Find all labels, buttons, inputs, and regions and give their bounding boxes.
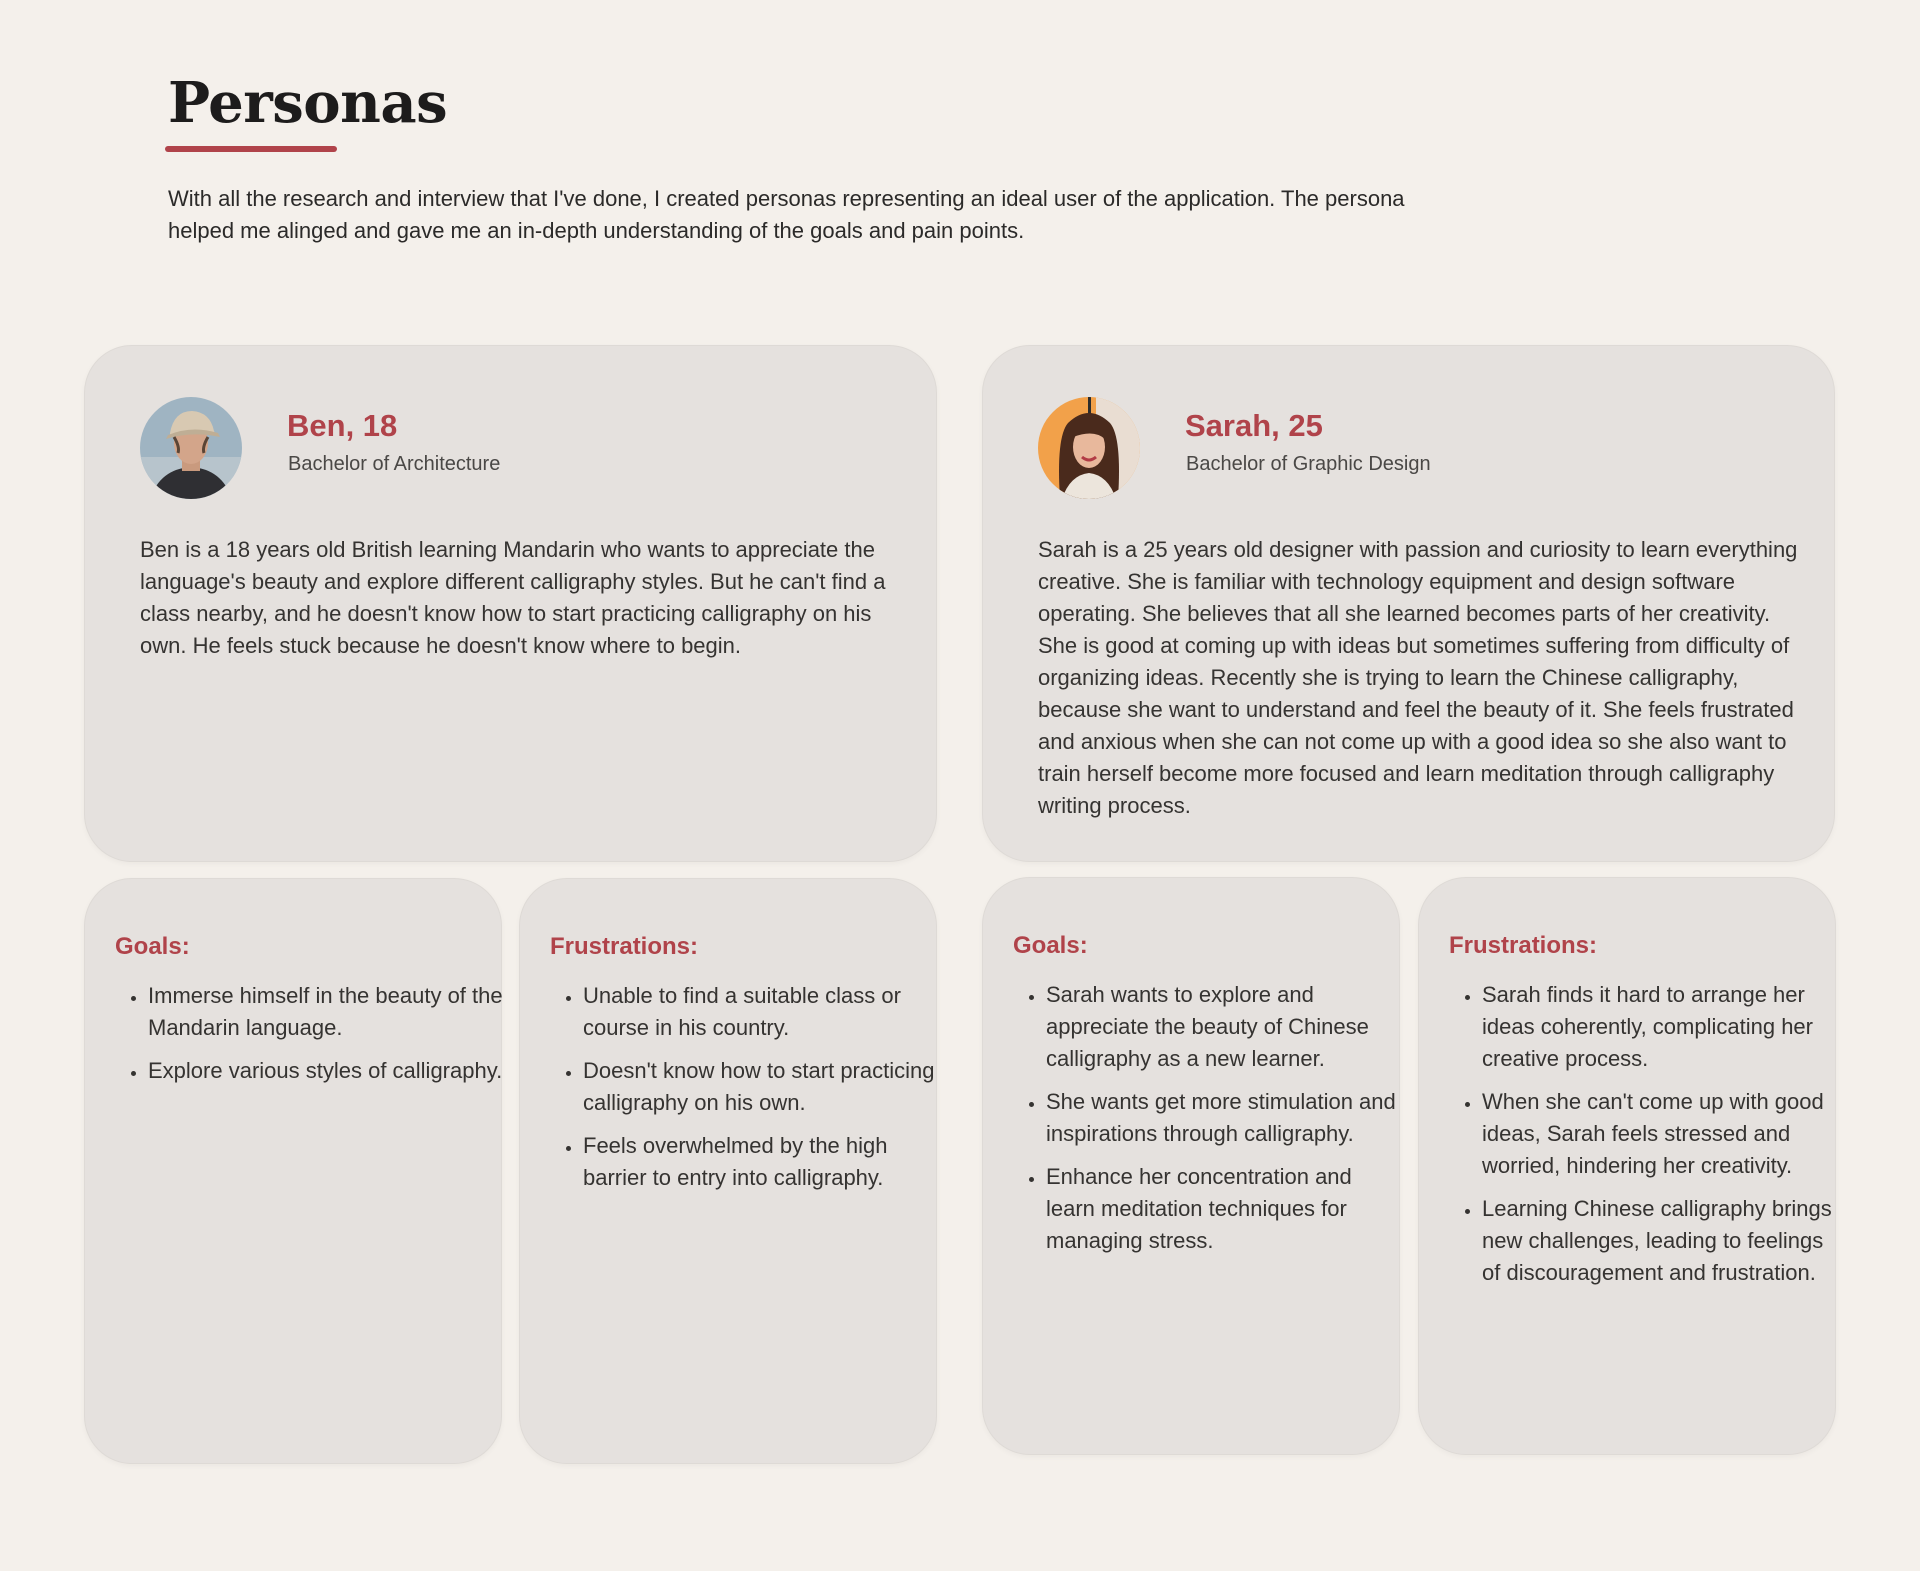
- list-item: • Sarah wants to explore and appreciate the beauty of Chinese calligraphy as a new learner.: [1046, 979, 1406, 1075]
- list-item: • Enhance her concentration and learn meditation techniques for managing stress.: [1046, 1161, 1406, 1257]
- list-item: • Immerse himself in the beauty of the Mandarin language.: [148, 980, 508, 1044]
- avatar-ben: [140, 397, 242, 499]
- persona-degree: Bachelor of Architecture: [288, 453, 501, 475]
- persona-degree: Bachelor of Graphic Design: [1186, 453, 1431, 475]
- persona-bio: Ben is a 18 years old British learning Mandarin who wants to appreciate the language's beauty and explore different calligraphy styles. But he can't find a class nearby, and he doesn't know how to start practicing calligraphy on his own. He feels stuck because he doesn't know where to begin.: [140, 537, 886, 658]
- goals-heading: Goals:: [1013, 932, 1088, 959]
- goals-heading: Goals:: [115, 933, 190, 960]
- goals-list: [115, 980, 508, 1098]
- list-item: • She wants get more stimulation and inspirations through calligraphy.: [1046, 1086, 1406, 1150]
- intro-paragraph: With all the research and interview that I've done, I created personas representing an ideal user of the application. The persona helped me alinged and gave me an in-depth understanding of the goals and pain points.: [168, 186, 1405, 243]
- frustrations-card-ben: [519, 878, 937, 1464]
- persona-card-sarah: [982, 345, 1835, 862]
- frustrations-heading: Frustrations:: [1449, 932, 1598, 959]
- page-title: Personas: [168, 70, 448, 136]
- goals-card-sarah: [982, 877, 1400, 1455]
- persona-card-ben: [84, 345, 937, 862]
- list-item: • Learning Chinese calligraphy brings new challenges, leading to feelings of discouragement and frustration.: [1482, 1193, 1842, 1289]
- list-item: • Feels overwhelmed by the high barrier to entry into calligraphy.: [583, 1130, 943, 1194]
- persona-name: Sarah, 25: [1185, 408, 1323, 443]
- list-item: • Unable to find a suitable class or course in his country.: [583, 980, 943, 1044]
- persona-name: Ben, 18: [287, 408, 398, 443]
- list-item: • When she can't come up with good ideas, Sarah feels stressed and worried, hindering her creativity.: [1482, 1086, 1842, 1182]
- page-header: [168, 70, 1468, 243]
- frustrations-heading: Frustrations:: [550, 933, 699, 960]
- title-underline: [165, 146, 337, 152]
- persona-bio: Sarah is a 25 years old designer with passion and curiosity to learn everything creative. She is familiar with technology equipment and design software operating. She believes that all she learned becomes parts of her creativity. She is good at coming up with ideas but sometimes suffering from difficulty of organizing ideas. Recently she is trying to learn the Chinese calligraphy, because she want to understand and feel the beauty of it. She feels frustrated and anxious when she can not come up with a good idea so she also want to train herself become more focused and learn meditation through calligraphy writing process.: [1038, 537, 1798, 818]
- goals-card-ben: [84, 878, 502, 1464]
- goals-list: [1013, 979, 1406, 1268]
- list-item: • Explore various styles of calligraphy.: [148, 1055, 508, 1087]
- frustrations-list: [550, 980, 943, 1205]
- list-item: • Sarah finds it hard to arrange her ideas coherently, complicating her creative process.: [1482, 979, 1842, 1075]
- avatar-sarah: [1038, 397, 1140, 499]
- frustrations-list: [1449, 979, 1842, 1300]
- list-item: • Doesn't know how to start practicing calligraphy on his own.: [583, 1055, 943, 1119]
- frustrations-card-sarah: [1418, 877, 1836, 1455]
